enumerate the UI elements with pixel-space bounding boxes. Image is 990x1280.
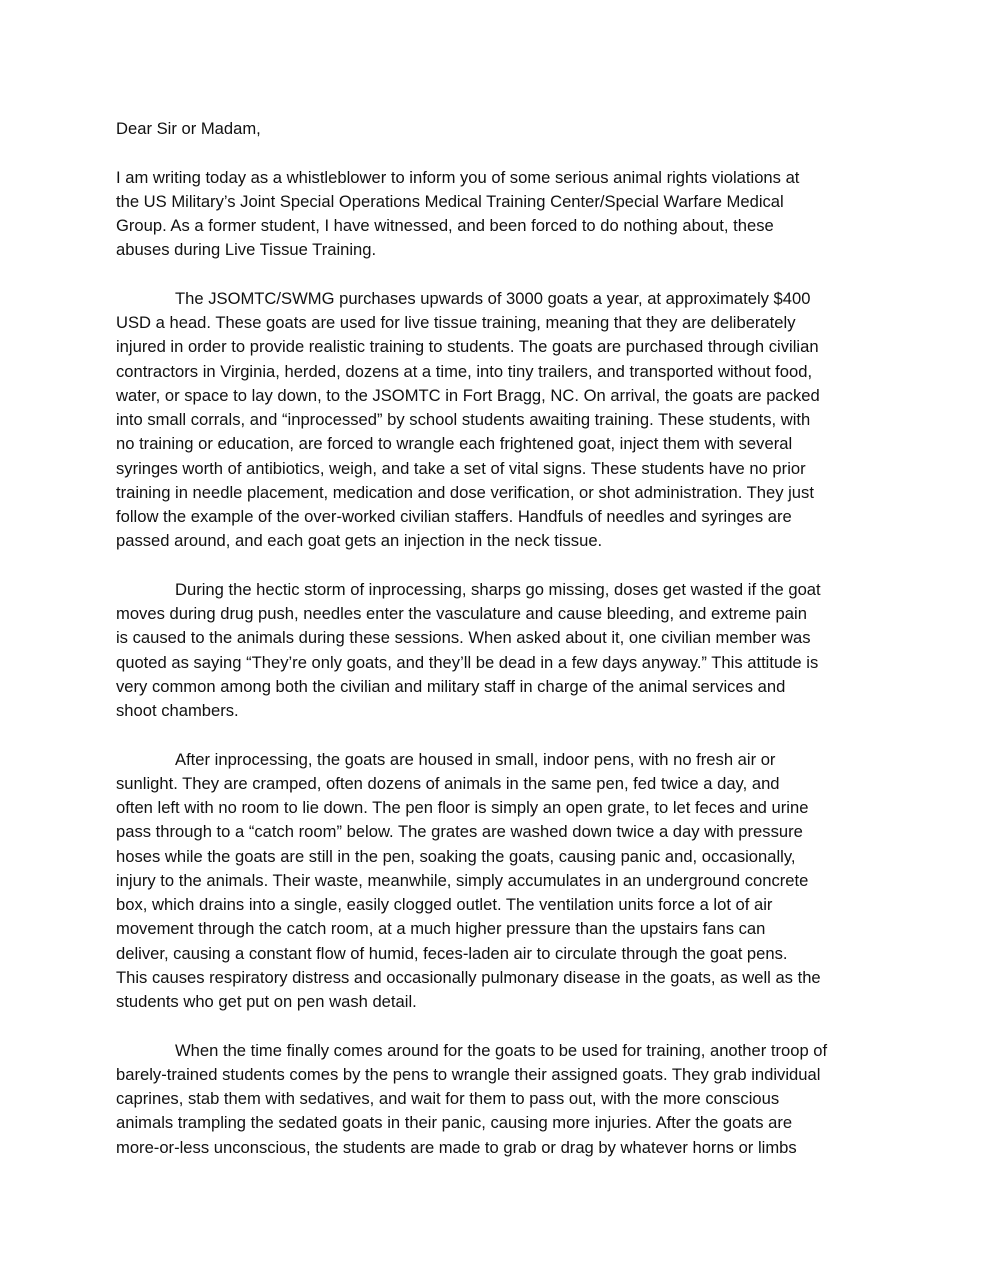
text-line: syringes worth of antibiotics, weigh, and take a set of vital signs. These students have no prior	[116, 458, 806, 478]
text-line: training in needle placement, medication and dose verification, or shot administration. They just	[116, 482, 814, 502]
paragraph-spacer	[116, 141, 880, 165]
text-line: very common among both the civilian and military staff in charge of the animal services and	[116, 676, 786, 696]
text-line: water, or space to lay down, to the JSOMTC in Fort Bragg, NC. On arrival, the goats are packed	[116, 385, 820, 405]
text-line: During the hectic storm of inprocessing, sharps go missing, doses get wasted if the goat	[175, 579, 821, 599]
paragraph-spacer	[116, 554, 880, 578]
letter-body	[116, 117, 880, 1160]
text-line: hoses while the goats are still in the pen, soaking the goats, causing panic and, occasionally,	[116, 846, 796, 866]
text-line: box, which drains into a single, easily clogged outlet. The ventilation units force a lot of air	[116, 895, 773, 914]
text-line: injured in order to provide realistic training to students. The goats are purchased through civilian	[116, 337, 819, 357]
text-line: deliver, causing a constant flow of humid, feces-laden air to circulate through the goat pens.	[116, 943, 788, 963]
text-line: The JSOMTC/SWMG purchases upwards of 3000 goats a year, at approximately $400	[175, 288, 811, 308]
paragraph	[116, 166, 880, 263]
text-line: the US Military’s Joint Special Operations Medical Training Center/Special Warfare Medical	[116, 191, 784, 211]
text-line: I am writing today as a whistleblower to inform you of some serious animal rights violations at	[116, 167, 800, 187]
text-line: This causes respiratory distress and occasionally pulmonary disease in the goats, as well as the	[116, 967, 821, 987]
text-line: passed around, and each goat gets an injection in the neck tissue.	[116, 531, 603, 551]
salutation: Dear Sir or Madam,	[116, 119, 261, 138]
text-line: is caused to the animals during these sessions. When asked about it, one civilian member was	[116, 628, 811, 648]
paragraph-spacer	[116, 1014, 880, 1038]
text-line: pass through to a “catch room” below. The grates are washed down twice a day with pressure	[116, 822, 803, 842]
paragraph	[116, 287, 880, 554]
text-line: into small corrals, and “inprocessed” by school students awaiting training. These students, with	[116, 410, 811, 429]
text-line: shoot chambers.	[116, 701, 239, 720]
text-line: contractors in Virginia, herded, dozens at a time, into tiny trailers, and transported without food,	[116, 361, 813, 381]
text-line: animals trampling the sedated goats in their panic, causing more injuries. After the goats are	[116, 1113, 793, 1133]
text-line: often left with no room to lie down. The pen floor is simply an open grate, to let feces and urine	[116, 798, 809, 817]
text-line: more-or-less unconscious, the students are made to grab or drag by whatever horns or limbs	[116, 1137, 797, 1157]
text-line: Group. As a former student, I have witnessed, and been forced to do nothing about, these	[116, 216, 774, 235]
text-line: no training or education, are forced to wrangle each frightened goat, inject them with several	[116, 434, 793, 454]
text-line: After inprocessing, the goats are housed in small, indoor pens, with no fresh air or	[175, 749, 776, 769]
text-line: barely-trained students comes by the pens to wrangle their assigned goats. They grab individual	[116, 1064, 821, 1084]
text-line: moves during drug push, needles enter the vasculature and cause bleeding, and extreme pain	[116, 604, 807, 623]
text-line: USD a head. These goats are used for live tissue training, meaning that they are deliberately	[116, 313, 796, 332]
text-line: abuses during Live Tissue Training.	[116, 240, 377, 260]
paragraph-spacer	[116, 723, 880, 747]
text-line: movement through the catch room, at a much higher pressure than the upstairs fans can	[116, 919, 766, 939]
paragraph-spacer	[116, 263, 880, 287]
text-line: injury to the animals. Their waste, meanwhile, simply accumulates in an underground concrete	[116, 870, 809, 890]
text-line: quoted as saying “They’re only goats, and they’ll be dead in a few days anyway.” This attitude is	[116, 652, 819, 672]
text-line: students who get put on pen wash detail.	[116, 992, 417, 1011]
text-line: When the time finally comes around for the goats to be used for training, another troop of	[175, 1040, 828, 1060]
paragraph	[116, 578, 880, 724]
paragraphs-container	[116, 166, 880, 1160]
text-line: caprines, stab them with sedatives, and wait for them to pass out, with the more conscious	[116, 1089, 780, 1108]
paragraph	[116, 1039, 880, 1160]
paragraph	[116, 748, 880, 1015]
text-line: sunlight. They are cramped, often dozens of animals in the same pen, fed twice a day, and	[116, 773, 780, 793]
text-line: follow the example of the over-worked civilian staffers. Handfuls of needles and syringes are	[116, 507, 792, 526]
